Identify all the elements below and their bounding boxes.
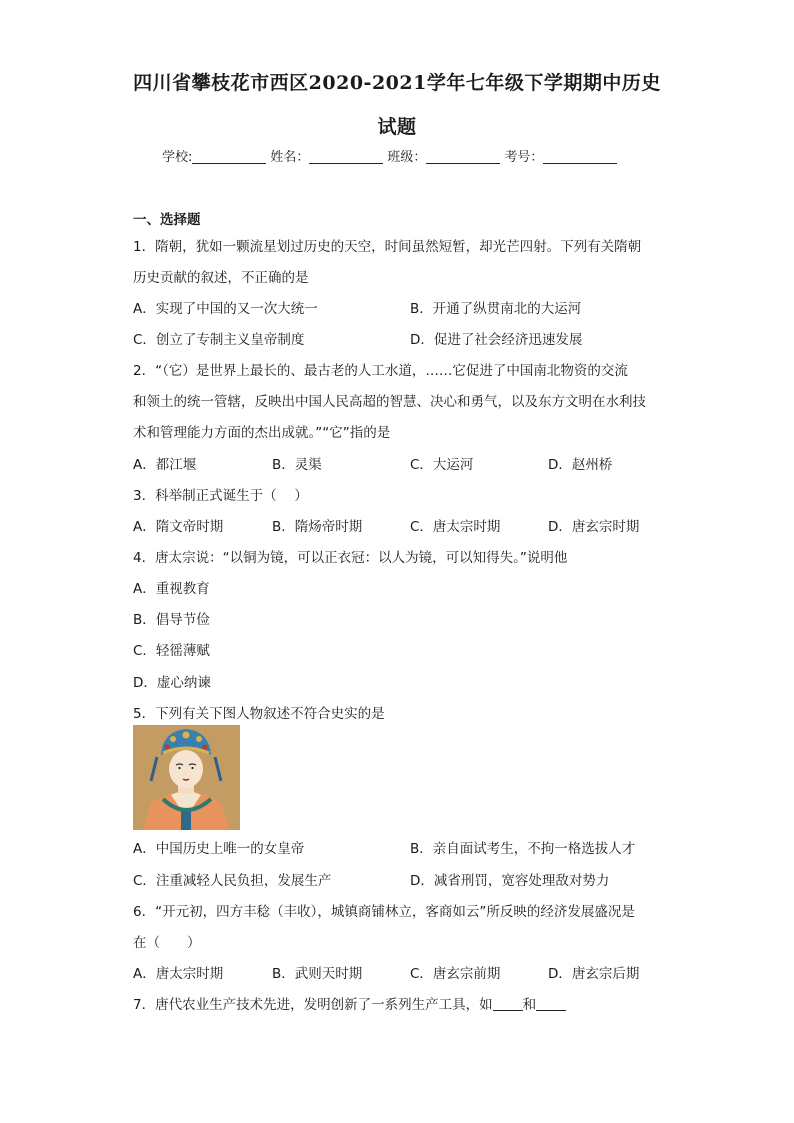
q5-option-a[interactable]: A．中国历史上唯一的女皇帝 — [133, 841, 305, 857]
q6-option-b[interactable]: B．武则天时期 — [272, 966, 363, 982]
q5-option-d[interactable]: D．减省刑罚，宽容处理敌对势力 — [410, 873, 610, 889]
q3-option-c[interactable]: C．唐太宗时期 — [410, 519, 501, 535]
q2-option-a[interactable]: A．都江堰 — [133, 457, 197, 473]
school-blank[interactable] — [192, 149, 266, 164]
q2-stem-line2: 和领土的统一管辖，反映出中国人民高超的智慧、决心和勇气，以及东方文明在水利技 — [133, 394, 646, 410]
name-label: 姓名： — [270, 150, 310, 165]
q7-stem-connector: 和 — [522, 997, 537, 1013]
q6-option-c[interactable]: C．唐玄宗前期 — [410, 966, 501, 982]
q6-option-a[interactable]: A．唐太宗时期 — [133, 966, 224, 982]
q4-stem-line1: 4．唐太宗说：“以铜为镜，可以正衣冠：以人为镜，可以知得失。”说明他 — [133, 550, 568, 566]
q1-option-a[interactable]: A．实现了中国的又一次大统一 — [133, 301, 318, 317]
q4-option-c[interactable]: C．轻徭薄赋 — [133, 643, 210, 659]
q2-option-b[interactable]: B．灵渠 — [272, 457, 322, 473]
q7-answer-blank-2[interactable] — [536, 997, 566, 1011]
q5-stem-line1: 5．下列有关下图人物叙述不符合史实的是 — [133, 706, 385, 722]
number-label: 考号： — [504, 150, 544, 165]
q3-option-d[interactable]: D．唐玄宗时期 — [548, 519, 640, 535]
q1-stem-line1: 1．隋朝，犹如一颗流星划过历史的天空，时间虽然短暂，却光芒四射。下列有关隋朝 — [133, 239, 642, 255]
class-label: 班级： — [387, 150, 427, 165]
q6-option-d[interactable]: D．唐玄宗后期 — [548, 966, 640, 982]
q4-option-b[interactable]: B．倡导节俭 — [133, 612, 210, 628]
q5-option-c[interactable]: C．注重减轻人民负担，发展生产 — [133, 873, 332, 889]
q7-answer-blank-1[interactable] — [493, 997, 523, 1011]
q6-stem-line1: 6．“开元初，四方丰稔（丰收），城镇商铺林立，客商如云”所反映的经济发展盛况是 — [133, 904, 635, 920]
name-blank[interactable] — [309, 149, 383, 164]
q4-option-d[interactable]: D．虚心纳谏 — [133, 675, 211, 691]
q2-option-d[interactable]: D．赵州桥 — [548, 457, 613, 473]
q7-stem-line1 — [133, 993, 566, 1013]
q6-stem-line2: 在（ ） — [133, 935, 201, 951]
school-label: 学校: — [162, 150, 193, 165]
q3-option-b[interactable]: B．隋炀帝时期 — [272, 519, 363, 535]
q1-option-b[interactable]: B．开通了纵贯南北的大运河 — [410, 301, 582, 317]
exam-title-line2: 试题 — [377, 116, 417, 138]
q4-option-a[interactable]: A．重视教育 — [133, 581, 210, 597]
section-heading: 一、选择题 — [133, 212, 201, 228]
q3-option-a[interactable]: A．隋文帝时期 — [133, 519, 224, 535]
q1-stem-line2: 历史贡献的叙述，不正确的是 — [133, 270, 309, 286]
q2-option-c[interactable]: C．大运河 — [410, 457, 474, 473]
number-blank[interactable] — [543, 149, 617, 164]
q1-option-c[interactable]: C．创立了专制主义皇帝制度 — [133, 332, 305, 348]
student-info-row — [162, 146, 621, 165]
q1-option-d[interactable]: D．促进了社会经济迅速发展 — [410, 332, 583, 348]
class-blank[interactable] — [426, 149, 500, 164]
exam-title-line1: 四川省攀枝花市西区2020-2021学年七年级下学期期中历史 — [133, 72, 661, 94]
q7-stem-text: 7．唐代农业生产技术先进，发明创新了一系列生产工具，如 — [133, 997, 493, 1013]
empress-portrait-image — [133, 725, 240, 830]
q5-option-b[interactable]: B．亲自面试考生，不拘一格选拔人才 — [410, 841, 636, 857]
q2-stem-line1: 2．“（它）是世界上最长的、最古老的人工水道，……它促进了中国南北物资的交流 — [133, 363, 628, 379]
q2-stem-line3: 术和管理能力方面的杰出成就。”“它”指的是 — [133, 425, 391, 441]
q3-stem-line1: 3．科举制正式诞生于（ ） — [133, 488, 308, 504]
